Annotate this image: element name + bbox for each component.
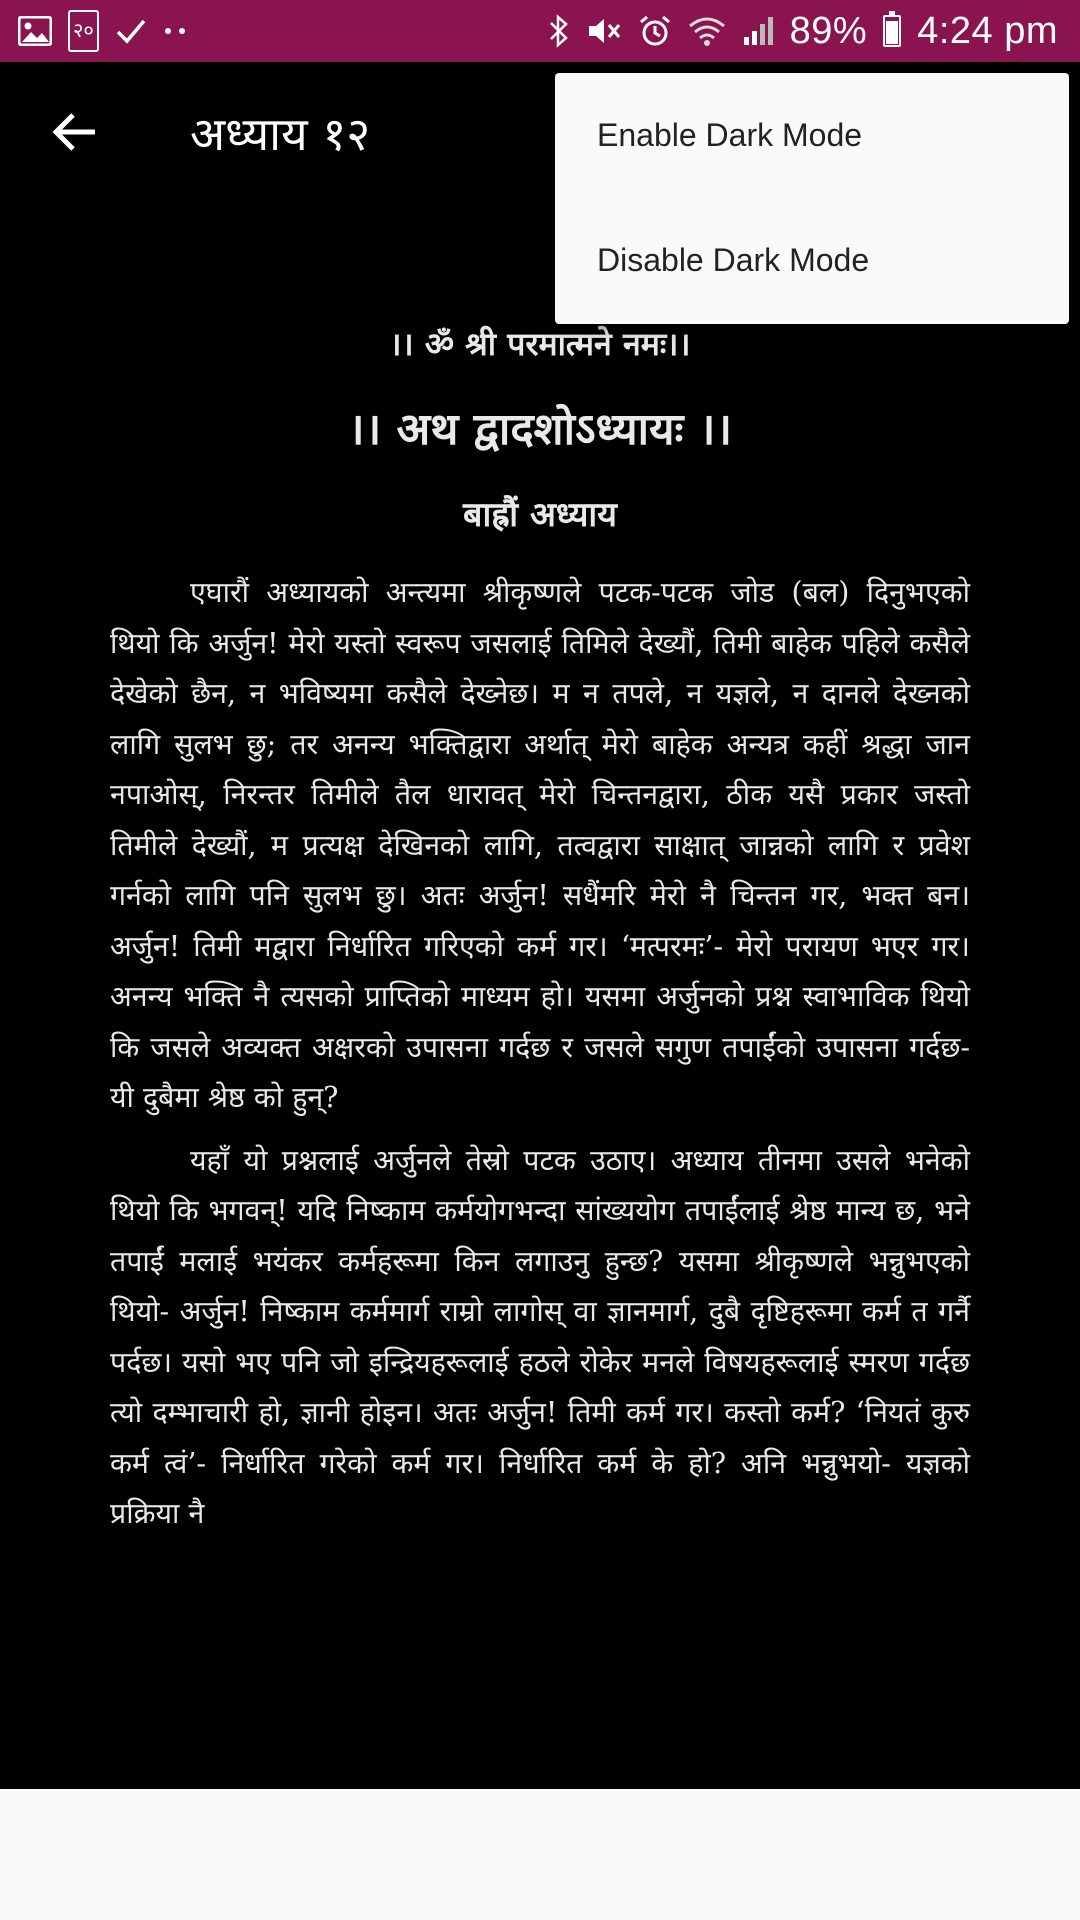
bluetooth-icon bbox=[548, 13, 570, 49]
overflow-menu bbox=[555, 73, 1069, 324]
check-icon bbox=[115, 13, 147, 49]
clock: 4:24 pm bbox=[917, 9, 1058, 52]
gallery-icon bbox=[18, 13, 52, 49]
battery-icon bbox=[883, 15, 901, 47]
paragraph: एघारौं अध्यायको अन्त्यमा श्रीकृष्णले पटक-पटक जोड (बल) दिनुभएको थियो कि अर्जुन! मेरो यस्तो स्वरूप जसलाई तिमिले देख्यौं, तिमी बाहेक पहिले कसैले देखेको छैन, न भविष्यमा कसैले देख्नेछ। म न तपले, न यज्ञले, न दानले देख्नको लागि सुलभ छु; तर अनन्य भक्तिद्वारा अर्थात् मेरो बाहेक अन्यत्र कहीं श्रद्धा जान नपाओस्, निरन्तर तिमीले तैल धारावत् मेरो चिन्तनद्वारा, ठीक यसै प्रकार जस्तो तिमीले देख्यौं, म प्रत्यक्ष देखिनको लागि, तत्वद्वारा साक्षात् जान्नको लागि र प्रवेश गर्नको लागि पनि सुलभ छु। अतः अर्जुन! सधैंमरि मेरो नै चिन्तन गर, भक्त बन। अर्जुन! तिमी मद्वारा निर्धारित गरिएको कर्म गर। ‘मत्परमः’- मेरो परायण भएर गर। अनन्य भक्ति नै त्यसको प्राप्तिको माध्यम हो। यसमा अर्जुनको प्रश्न स्वाभाविक थियो कि जसले अव्यक्त अक्षरको उपासना गर्दछ र जसले सगुण तपाईंको उपासना गर्दछ- यी दुबैमा श्रेष्ठ को हुन्? bbox=[110, 576, 970, 1114]
invocation-line: ।। ॐ श्री परमात्मने नमः।। bbox=[389, 325, 691, 363]
chapter-content bbox=[110, 322, 970, 1552]
arrow-left-icon bbox=[51, 111, 97, 153]
paragraph: यहाँ यो प्रश्नलाई अर्जुनले तेस्रो पटक उठाए। अध्याय तीनमा उसले भनेको थियो कि भगवन्! यदि निष्काम कर्मयोगभन्दा सांख्ययोग तपाईंलाई श्रेष्ठ मान्य छ, भने तपाईं मलाई भयंकर कर्महरूमा किन लगाउनु हुन्छ? यसमा श्रीकृष्णले भन्नुभएको थियो- अर्जुन! निष्काम कर्ममार्ग राम्रो लागोस् वा ज्ञानमार्ग, दुबै दृष्टिहरूमा कर्म त गर्नै पर्दछ। यसो भए पनि जो इन्द्रियहरूलाई हठले रोकेर मनले विषयहरूलाई स्मरण गर्दछ त्यो दम्भाचारी हो, ज्ञानी होइन। अतः अर्जुन! तिमी कर्म गर। कस्तो कर्म? ‘नियतं कुरु कर्म त्वं’- निर्धारित गरेको कर्म गर। निर्धारित कर्म के हो? अनि भन्नुभयो- यज्ञको प्रक्रिया नै bbox=[110, 1143, 970, 1530]
alarm-icon bbox=[638, 13, 672, 49]
more-dots-icon bbox=[163, 13, 189, 49]
battery-percent: 89% bbox=[789, 9, 868, 52]
status-bar-right bbox=[548, 10, 1058, 53]
notification-badge: २० bbox=[68, 10, 99, 52]
menu-item-disable-dark-mode[interactable]: Disable Dark Mode bbox=[597, 242, 870, 278]
status-bar-left bbox=[18, 10, 189, 52]
page-title: अध्याय १२ bbox=[190, 107, 371, 161]
back-button[interactable] bbox=[36, 102, 112, 162]
mute-icon bbox=[586, 13, 622, 49]
chapter-subheading: बाह्रौं अध्याय bbox=[463, 495, 617, 535]
menu-item-enable-dark-mode[interactable]: Enable Dark Mode bbox=[597, 117, 863, 153]
bottom-area bbox=[0, 1789, 1080, 1920]
wifi-icon bbox=[688, 13, 726, 49]
signal-icon bbox=[742, 13, 774, 49]
chapter-heading: ।। अथ द्वादशोऽध्यायः ।। bbox=[347, 404, 733, 455]
status-bar bbox=[0, 0, 1080, 62]
